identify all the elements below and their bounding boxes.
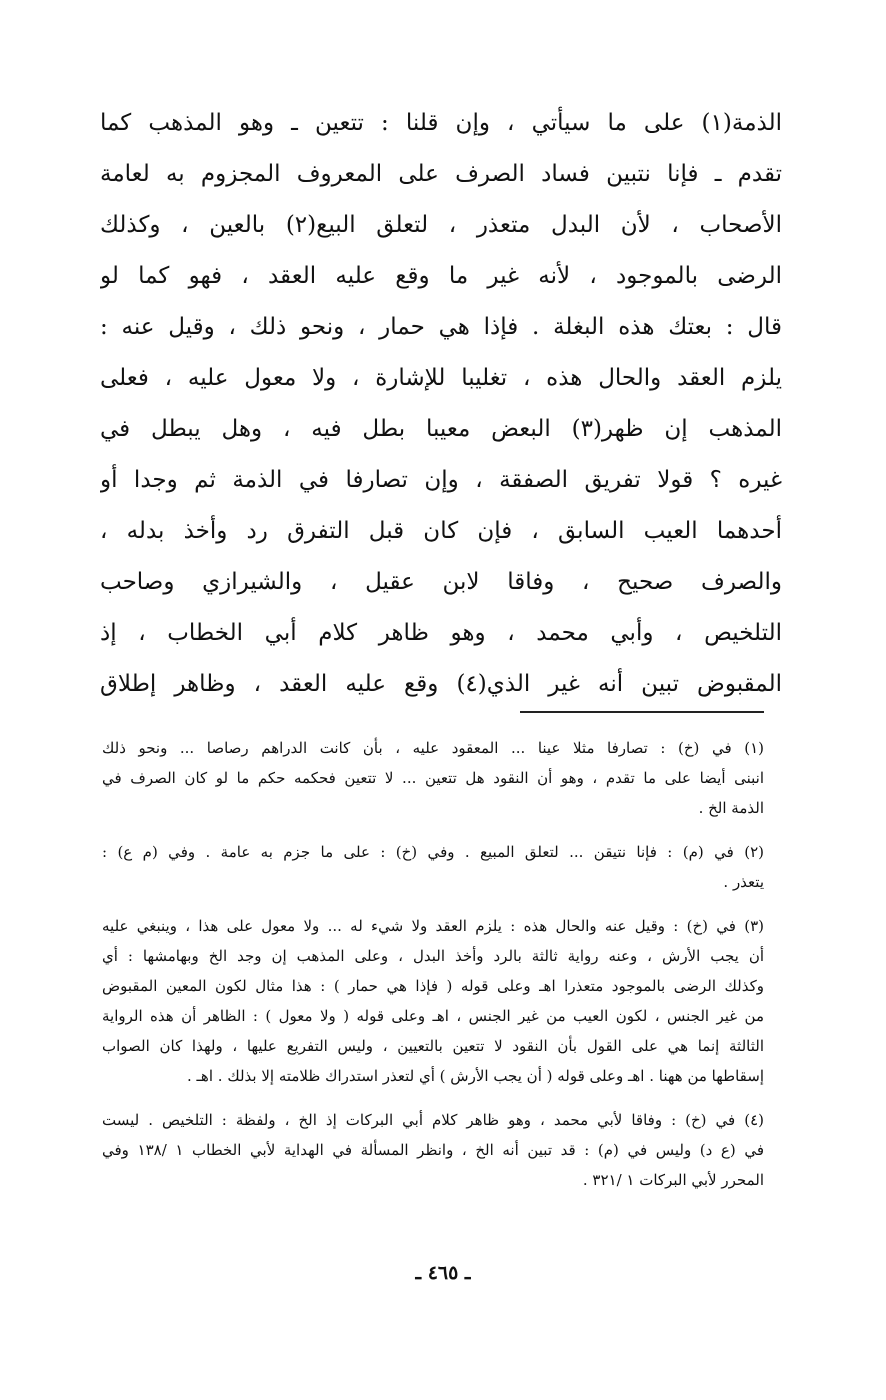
main-text-line: يلزم العقد والحال هذه ، تغليبا للإشارة ، ولا معول عليه ، فعلى	[100, 365, 782, 391]
main-text-line: الأصحاب ، لأن البدل متعذر ، لتعلق البيع(٢) بالعين ، وكذلك	[100, 212, 782, 238]
footnote-line: إسقاطها من ههنا . اهـ وعلى قوله ( أن يجب الأرش ) أي لتعذر استدراك ظلامته إلا بذلك . اهـ .	[187, 1067, 764, 1085]
footnote-line: في (ع د) وليس في (م) : قد تبين أنه الخ ، وانظر المسألة في الهداية لأبي الخطاب ١ /١٣٨ وفي	[102, 1141, 764, 1159]
footnote-line: (٤) في (خ) : وفاقا لأبي محمد ، وهو ظاهر كلام أبي البركات إذ الخ ، ولفظة : التلخيص . ليست	[102, 1111, 764, 1129]
footnote-2	[102, 837, 764, 897]
footnote-line: الثالثة إنما هي على القول بأن النقود لا تتعين بالتعيين ، وليس التفريع عليها ، ولهذا كان الصواب	[102, 1037, 764, 1055]
footnote-line: المحرر لأبي البركات ١ /٣٢١ .	[582, 1171, 764, 1189]
footnote-line: من غير الجنس ، لكون العيب من غير الجنس ، اهـ وعلى قوله ( ولا معول ) : الظاهر أن هذه الرواية	[102, 1007, 764, 1025]
footnote-3	[102, 911, 764, 1091]
main-text-line: أحدهما العيب السابق ، فإن كان قبل التفرق رد وأخذ بدله ،	[100, 518, 782, 544]
main-text-line: الذمة(١) على ما سيأتي ، وإن قلنا : تتعين ـ وهو المذهب كما	[100, 110, 782, 136]
main-text-line: التلخيص ، وأبي محمد ، وهو ظاهر كلام أبي الخطاب ، إذ	[100, 620, 782, 646]
footnote-line: انبنى أيضا على ما تقدم ، وهو أن النقود هل تتعين ... لا تتعين فحكمه حكم ما لو كان الصرف في	[102, 769, 764, 787]
main-text-line: والصرف صحيح ، وفاقا لابن عقيل ، والشيرازي وصاحب	[100, 569, 782, 595]
footnote-4	[102, 1105, 764, 1195]
main-text-line: الرضى بالموجود ، لأنه غير ما وقع عليه العقد ، فهو كما لو	[100, 263, 782, 289]
footnote-line: (٣) في (خ) : وقيل عنه والحال هذه : يلزم العقد ولا شيء له ... ولا معول على هذا ، وينبغي عليه	[102, 917, 764, 935]
page-number: ـ ٤٦٥ ـ	[415, 1262, 471, 1284]
main-text-line: المذهب إن ظهر(٣) البعض معيبا بطل فيه ، وهل يبطل في	[100, 416, 782, 442]
footnote-line: الذمة الخ .	[698, 799, 764, 817]
footnote-line: وكذلك الرضى بالموجود متعذرا اهـ وعلى قوله ( فإذا هي حمار ) : هذا مثال لكون المعين المقبوض	[102, 977, 764, 995]
footnote-1	[102, 733, 764, 823]
footnotes-section	[102, 733, 764, 1209]
main-text-line: تقدم ـ فإنا نتبين فساد الصرف على المعروف المجزوم به لعامة	[100, 161, 782, 187]
footnote-line: (٢) في (م) : فإنا نتيقن ... لتعلق المبيع . وفي (خ) : على ما جزم به عامة . وفي (م ع) :	[102, 843, 764, 861]
footnote-line: يتعذر .	[723, 873, 764, 891]
footnote-line: (١) في (خ) : تصارفا مثلا عينا ... المعقود عليه ، بأن كانت الدراهم رصاصا ... ونحو ذلك	[102, 739, 764, 757]
main-text-line: غيره ؟ قولا تفريق الصفقة ، وإن تصارفا في الذمة ثم وجدا أو	[100, 467, 782, 493]
footnote-line: أن يجب الأرش ، وعنه رواية ثالثة بالرد وأخذ البدل ، وعلى المذهب إن وجد الخ وبهامشها : أي	[102, 947, 764, 965]
main-text-line: المقبوض تبين أنه غير الذي(٤) وقع عليه العقد ، وظاهر إطلاق	[100, 671, 782, 697]
main-text-body	[100, 98, 782, 710]
footnote-divider	[520, 711, 764, 713]
main-text-line: قال : بعتك هذه البغلة . فإذا هي حمار ، ونحو ذلك ، وقيل عنه :	[100, 314, 782, 340]
